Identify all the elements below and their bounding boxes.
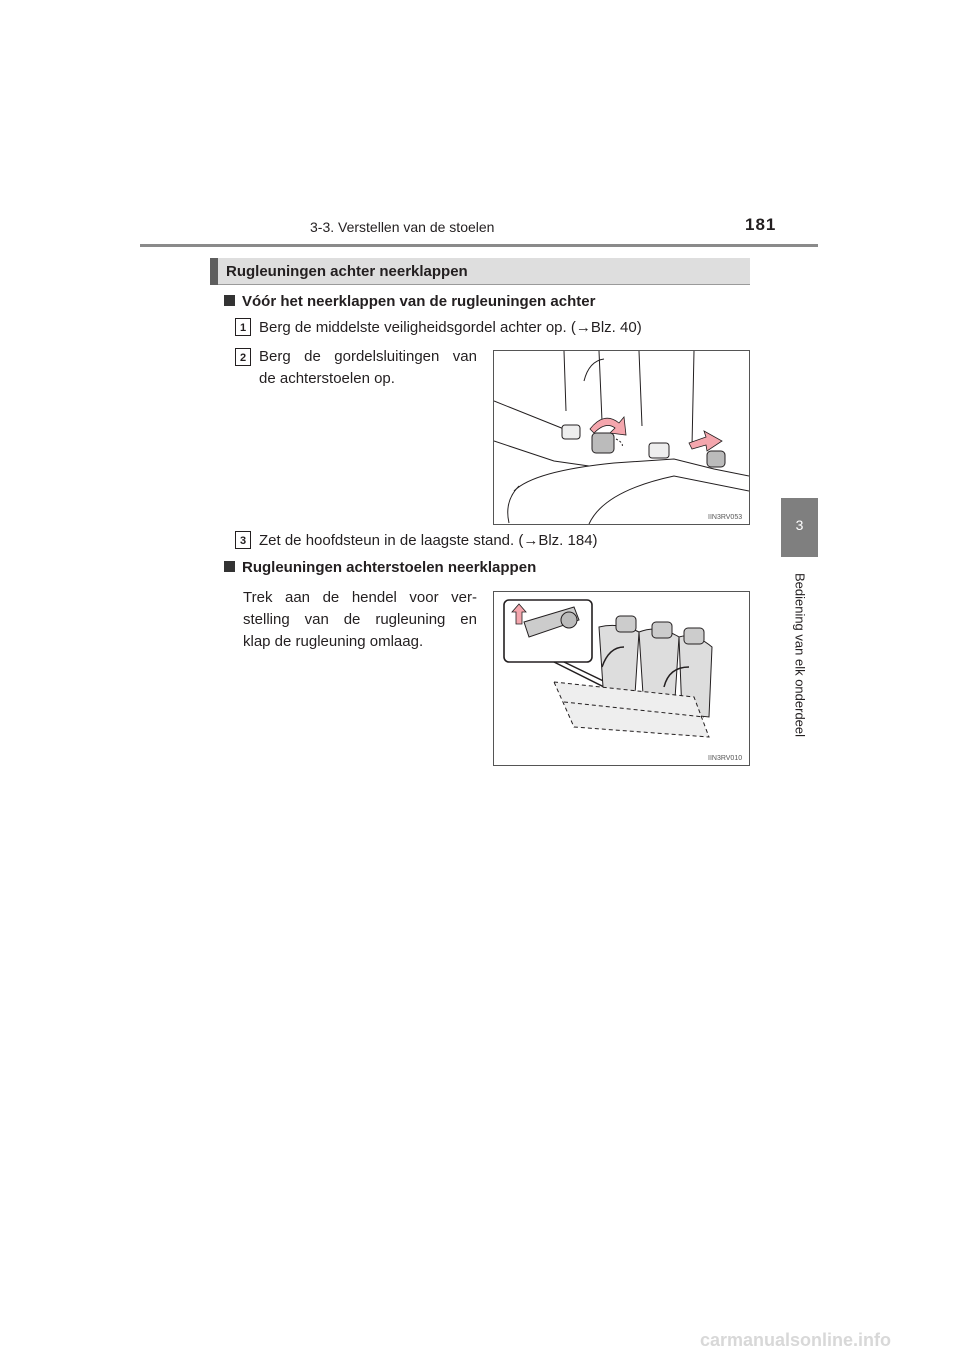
page-number: 181 xyxy=(745,215,777,234)
header-divider xyxy=(140,244,818,247)
block2-line-3: klap de rugleuning omlaag. xyxy=(243,633,424,650)
step-2-text xyxy=(259,346,477,390)
chapter-title: Bediening van elk onderdeel xyxy=(792,572,808,738)
figure-fold-seatback xyxy=(493,591,750,766)
figure-seat-belt-buckles xyxy=(493,350,750,525)
step-3-text: Zet de hoofdsteun in de laagste stand. (→Blz. 184) xyxy=(259,532,598,549)
block2-heading xyxy=(224,559,536,576)
seat-belt-buckles-illustration xyxy=(494,351,749,524)
block1-heading-text: Vóór het neerklappen van de rugleuningen achter xyxy=(242,293,596,310)
step-number-3: 3 xyxy=(235,531,251,549)
watermark: carmanualsonline.info xyxy=(700,1330,892,1350)
section-title-accent xyxy=(210,258,218,285)
step-1-text: Berg de middelste veiligheidsgordel achter op. (→Blz. 40) xyxy=(259,319,642,336)
section-title: Rugleuningen achter neerklappen xyxy=(226,263,468,280)
block2-heading-text: Rugleuningen achterstoelen neerklappen xyxy=(242,559,537,576)
square-bullet-icon xyxy=(224,295,235,306)
block2-text xyxy=(243,587,477,653)
block2-line-2: stelling van de rugleuning en xyxy=(243,611,477,628)
fold-seatback-illustration xyxy=(494,592,749,765)
block1-heading xyxy=(224,293,595,310)
block2-line-1: Trek aan de hendel voor ver- xyxy=(243,589,477,606)
square-bullet-icon xyxy=(224,561,235,572)
chapter-number: 3 xyxy=(795,517,804,533)
figure-1-code: IIN3RV053 xyxy=(708,514,743,521)
header-section-title: 3-3. Verstellen van de stoelen xyxy=(310,219,495,235)
step-number-1: 1 xyxy=(235,318,251,336)
step-2-line-2: de achterstoelen op. xyxy=(259,370,395,387)
step-2-line-1: Berg de gordelsluitingen van xyxy=(259,348,477,365)
figure-2-code: IIN3RV010 xyxy=(708,755,743,762)
step-number-2: 2 xyxy=(235,348,251,366)
